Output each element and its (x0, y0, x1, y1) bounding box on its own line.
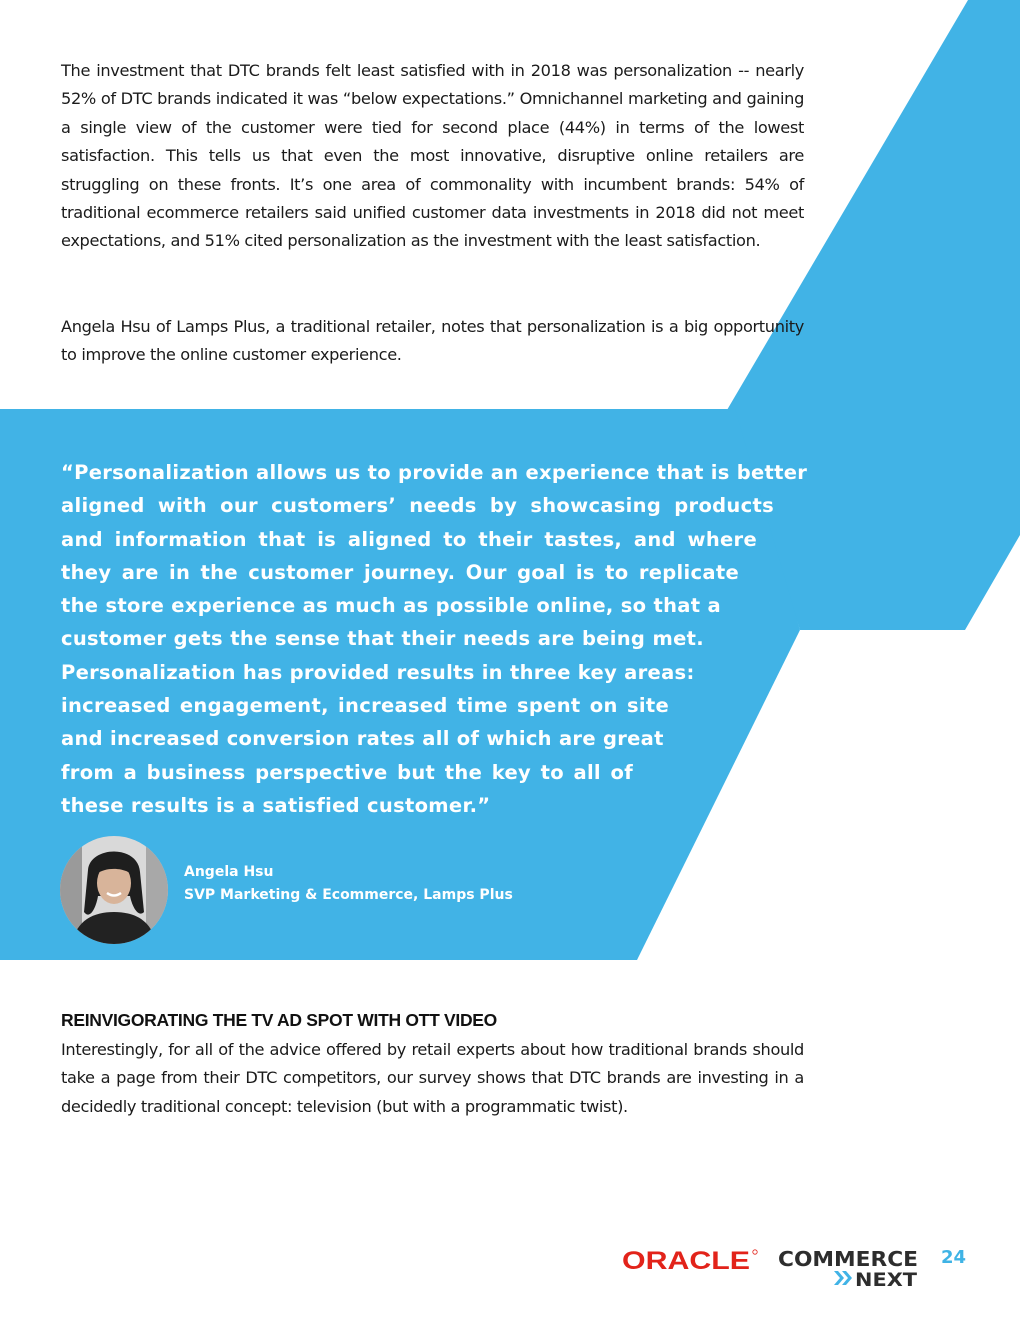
author-avatar (60, 836, 168, 944)
chevron-right-icon (834, 1271, 844, 1285)
intro-paragraph: The investment that DTC brands felt least satisfied with in 2018 was personalization -- nearly 52% of DTC brands indicated it was “below expectations.” Omnichannel marketing and gaining a single view of the customer were tied for second place (44%) in terms of the lowest satisfaction. This tells us that even the most innovative, disruptive online retailers are struggling on these fronts. It’s one area of commonality with incumbent brands: 54% of traditional ecommerce retailers said unified customer data investments in 2018 did not meet expectations, and 51% cited personalization as the investment with the least satisfaction. (61, 61, 804, 251)
author-name: Angela Hsu (184, 864, 274, 880)
quote-line: they are in the customer journey. Our goal is to replicate (61, 560, 739, 584)
hsu-intro-paragraph: Angela Hsu of Lamps Plus, a traditional retailer, notes that personalization is a big opportunity to improve the online customer experience. (61, 317, 804, 365)
oracle-logo (622, 1247, 758, 1273)
quote-line: customer gets the sense that their needs are being met. (61, 627, 704, 651)
quote-line: increased engagement, increased time spent on site (61, 694, 669, 718)
quote-line: and increased conversion rates all of which are great (61, 727, 664, 751)
commerce-wordmark: COMMERCE (778, 1247, 918, 1271)
registered-mark-icon (753, 1250, 757, 1254)
quote-line: these results is a satisfied customer.” (61, 793, 491, 817)
oracle-wordmark: ORACLE (622, 1247, 750, 1273)
page-number: 24 (941, 1247, 967, 1268)
quote-line: from a business perspective but the key to all of (61, 760, 633, 784)
quote-line: aligned with our customers’ needs by showcasing products (61, 494, 774, 518)
section-body: Interestingly, for all of the advice offered by retail experts about how traditional brands should take a page from their DTC competitors, our survey shows that DTC brands are investing in a decidedly traditional concept: television (but with a programmatic twist). (61, 1040, 804, 1116)
quote-line: Personalization has provided results in three key areas: (61, 660, 695, 684)
section-heading: REINVIGORATING THE TV AD SPOT WITH OTT VIDEO (61, 1010, 497, 1030)
quote-line: “Personalization allows us to provide an experience that is better (61, 461, 808, 484)
quote-line: the store experience as much as possible online, so that a (61, 594, 721, 618)
next-wordmark: NEXT (855, 1269, 918, 1289)
author-title: SVP Marketing & Ecommerce, Lamps Plus (184, 887, 513, 903)
commercenext-logo (778, 1247, 920, 1289)
pull-quote (61, 456, 808, 822)
quote-line: and information that is aligned to their tastes, and where (61, 527, 757, 551)
